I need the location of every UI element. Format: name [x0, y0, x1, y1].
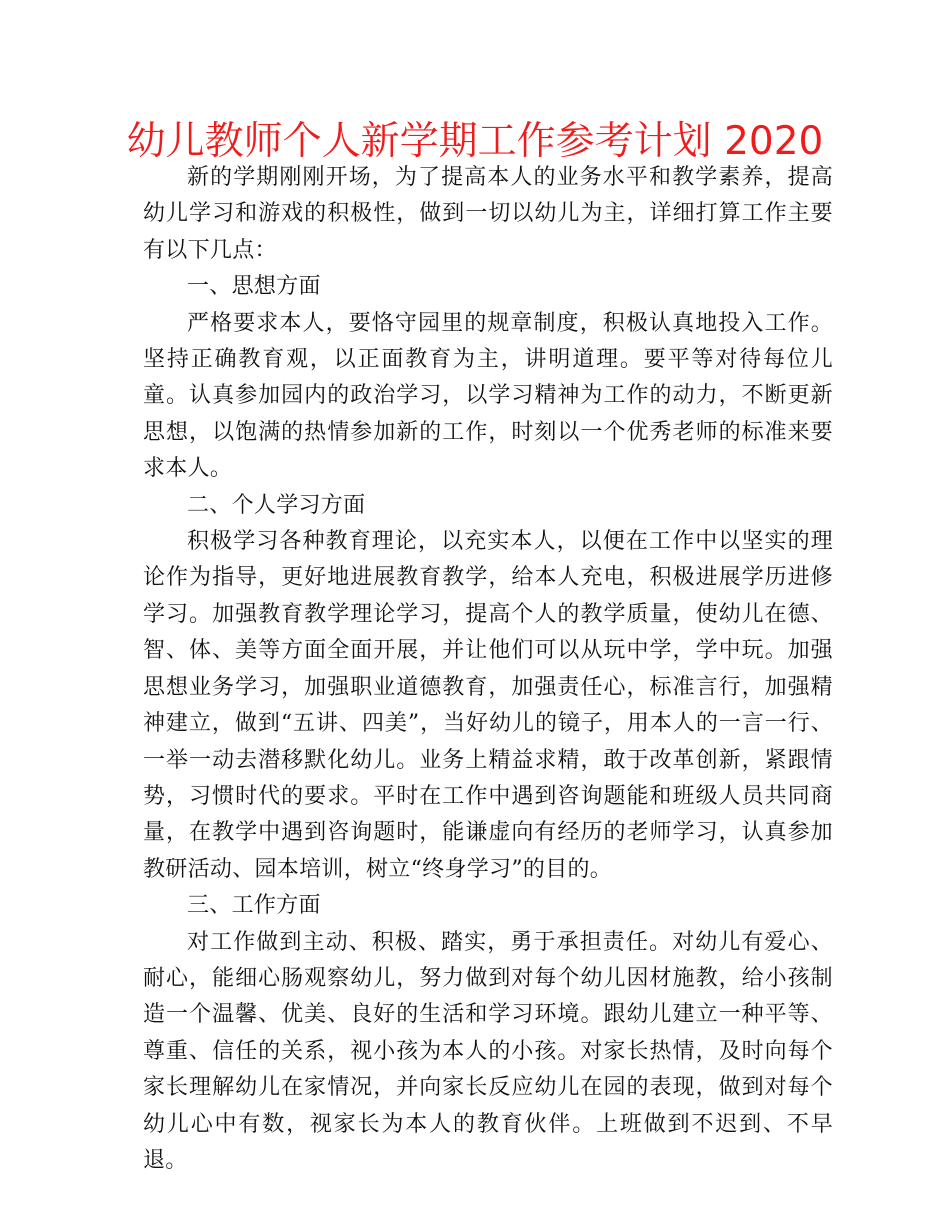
thought-paragraph: 严格要求本人，要恪守园里的规章制度，积极认真地投入工作。坚持正确教育观，以正面教育为主，讲明道理。要平等对待每位儿童。认真参加园内的政治学习，以学习精神为工作的动力，不断更新思想，以饱满的热情参加新的工作，时刻以一个优秀老师的标准来要求本人。 — [143, 310, 833, 482]
intro-paragraph: 新的学期刚刚开场，为了提高本人的业务水平和教学素养，提高幼儿学习和游戏的积极性，做到一切以幼儿为主，详细打算工作主要有以下几点： — [143, 165, 833, 263]
study-paragraph: 积极学习各种教育理论，以充实本人，以便在工作中以坚实的理论作为指导，更好地进展教育教学，给本人充电，积极进展学历进修学习。加强教育教学理论学习，提高个人的教学质量，使幼儿在德、智、体、美等方面全面开展，并让他们可以从玩中学，学中玩。加强思想业务学习，加强职业道德教育，加强责任心，标准言行，加强精神建立，做到“五讲、四美”，当好幼儿的镜子，用本人的一言一行、一举一动去潜移默化幼儿。业务上精益求精，敢于改革创新，紧跟情势，习惯时代的要求。平时在工作中遇到咨询题能和班级人员共同商量，在教学中遇到咨询题时，能谦虚向有经历的老师学习，认真参加教研活动、园本培训，树立“终身学习”的目的。 — [143, 529, 833, 882]
document-title: 幼儿教师个人新学期工作参考计划 2020 — [126, 119, 824, 164]
work-paragraph: 对工作做到主动、积极、踏实，勇于承担责任。对幼儿有爱心、耐心，能细心肠观察幼儿，努力做到对每个幼儿因材施教，给小孩制造一个温馨、优美、良好的生活和学习环境。跟幼儿建立一种平等、尊重、信任的关系，视小孩为本人的小孩。对家长热情，及时向每个家长理解幼儿在家情况，并向家长反应幼儿在园的表现，做到对每个幼儿心中有数，视家长为本人的教育伙伴。上班做到不迟到、不早退。 — [143, 929, 833, 1173]
document-body — [143, 160, 833, 1179]
section-heading-study: 二、个人学习方面 — [187, 492, 366, 518]
section-heading-thought: 一、思想方面 — [187, 274, 321, 300]
section-heading-work: 三、工作方面 — [187, 893, 321, 919]
